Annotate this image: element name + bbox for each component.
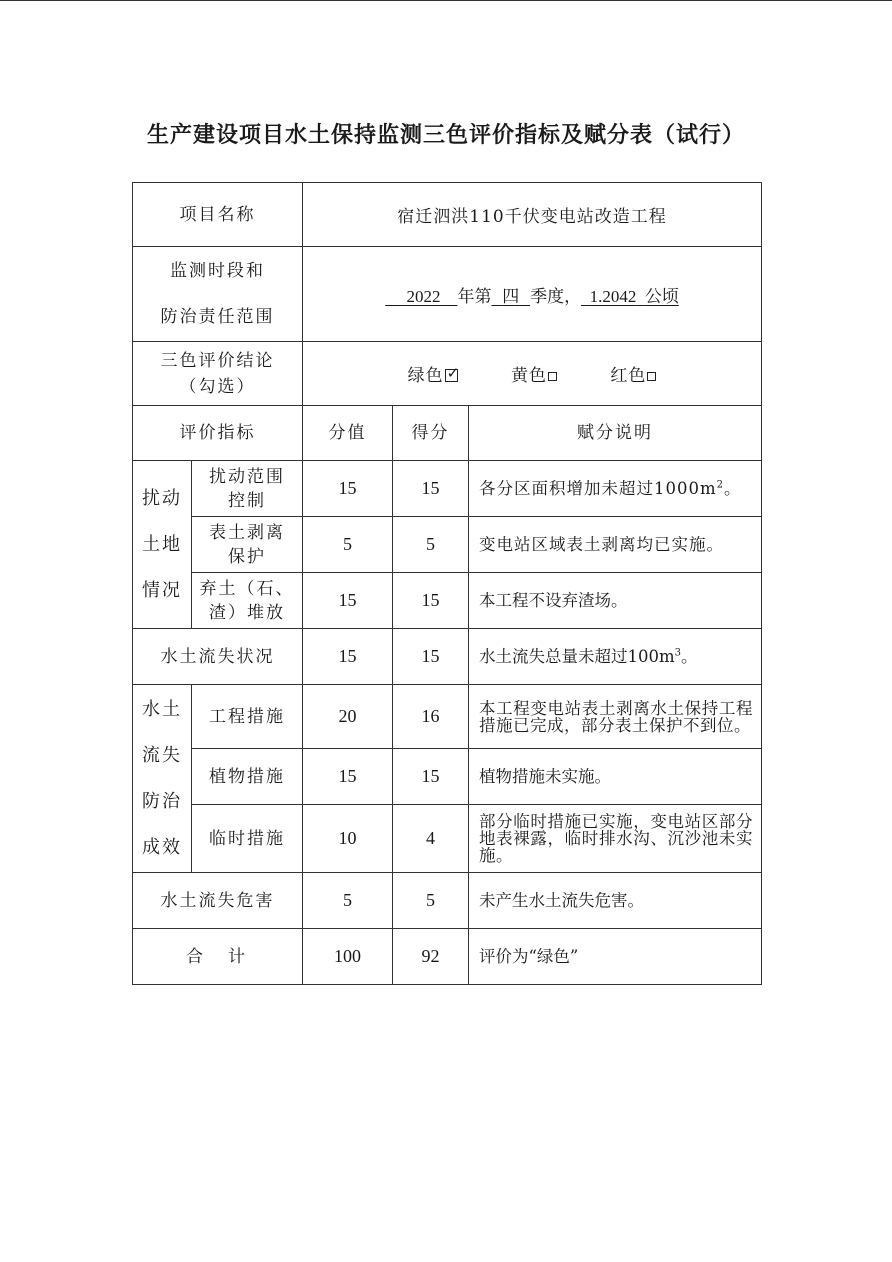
period-value <box>303 247 762 342</box>
row-desc: 变电站区域表土剥离均已实施。 <box>469 517 762 573</box>
row-desc: 水土流失总量未超过$100m^3$。 <box>469 629 762 685</box>
period-area: 1.2042 公顷 <box>589 286 679 307</box>
total-row <box>133 929 762 985</box>
row-score: 15 <box>393 573 469 629</box>
period-year: 2022 <box>406 286 441 306</box>
period-row <box>133 247 762 342</box>
row-score: 15 <box>393 749 469 805</box>
row-desc: 本工程变电站表土剥离水土保持工程措施已完成，部分表土保护不到位。 <box>469 685 762 749</box>
table-row <box>133 749 762 805</box>
conclusion-label-line1: 三色评价结论 <box>160 350 275 371</box>
row-value: 15 <box>303 461 393 517</box>
row-score: 15 <box>393 629 469 685</box>
header-row <box>133 406 762 461</box>
row-desc: 本工程不设弃渣场。 <box>469 573 762 629</box>
row-score: 5 <box>393 517 469 573</box>
green-checkbox-checked-icon[interactable]: ✓ <box>446 364 461 382</box>
conclusion-row <box>133 342 762 406</box>
top-border-line <box>0 0 892 1</box>
row-name: 临时措施 <box>192 805 303 873</box>
option-yellow[interactable]: 黄色 <box>511 361 557 386</box>
period-label-line2: 防治责任范围 <box>160 307 275 327</box>
project-name-value: 宿迁泗洪110千伏变电站改造工程 <box>303 183 762 247</box>
option-red[interactable]: 红色 <box>610 361 656 386</box>
total-value: 100 <box>303 929 393 985</box>
row-score: 16 <box>393 685 469 749</box>
row-name: 表土剥离保护 <box>192 517 303 573</box>
row-name: 弃土（石、渣）堆放 <box>192 573 303 629</box>
conclusion-label <box>133 342 303 406</box>
row-name: 植物措施 <box>192 749 303 805</box>
project-row <box>133 183 762 247</box>
row-score: 5 <box>393 873 469 929</box>
yellow-checkbox-icon[interactable] <box>548 372 557 381</box>
period-label <box>133 247 303 342</box>
header-explanation: 赋分说明 <box>469 406 762 461</box>
total-label: 合 计 <box>133 929 303 985</box>
row-score: 4 <box>393 805 469 873</box>
evaluation-table <box>132 182 762 985</box>
period-label-line1: 监测时段和 <box>170 261 265 281</box>
header-indicator: 评价指标 <box>133 406 303 461</box>
table-row <box>133 573 762 629</box>
table-row <box>133 461 762 517</box>
row-value: 20 <box>303 685 393 749</box>
project-name-label: 项目名称 <box>133 183 303 247</box>
header-score-value: 分值 <box>303 406 393 461</box>
row-value: 5 <box>303 873 393 929</box>
table-row <box>133 517 762 573</box>
row-name: 扰动范围控制 <box>192 461 303 517</box>
page-title: 生产建设项目水土保持监测三色评价指标及赋分表（试行） <box>146 123 745 148</box>
row-name: 水土流失危害 <box>133 873 303 929</box>
total-score: 92 <box>393 929 469 985</box>
row-desc: 未产生水土流失危害。 <box>469 873 762 929</box>
group-disturbance: 扰动土地情况 <box>133 461 192 629</box>
row-desc: 植物措施未实施。 <box>469 749 762 805</box>
table-row <box>133 629 762 685</box>
red-checkbox-icon[interactable] <box>647 372 656 381</box>
total-desc: 评价为“绿色” <box>469 929 762 985</box>
option-green[interactable]: 绿色 ✓ <box>407 364 461 386</box>
table-row <box>133 805 762 873</box>
row-desc: 各分区面积增加未超过$1000m^2$。 <box>469 461 762 517</box>
header-score-obtained: 得分 <box>393 406 469 461</box>
group-prevention: 水土流失防治成效 <box>133 685 192 873</box>
conclusion-options <box>303 342 762 406</box>
period-quarter: 四 <box>502 286 520 307</box>
row-value: 10 <box>303 805 393 873</box>
table-row <box>133 873 762 929</box>
row-desc: 部分临时措施已实施，变电站区部分地表裸露，临时排水沟、沉沙池未实施。 <box>469 805 762 873</box>
row-value: 5 <box>303 517 393 573</box>
row-value: 15 <box>303 629 393 685</box>
period-quarter-suffix: 季度， <box>530 286 582 307</box>
row-name: 水土流失状况 <box>133 629 303 685</box>
table-row <box>133 685 762 749</box>
conclusion-label-line2: （勾选） <box>179 376 256 397</box>
row-name: 工程措施 <box>192 685 303 749</box>
row-value: 15 <box>303 573 393 629</box>
period-year-suffix: 年第 <box>457 286 492 307</box>
row-score: 15 <box>393 461 469 517</box>
row-value: 15 <box>303 749 393 805</box>
